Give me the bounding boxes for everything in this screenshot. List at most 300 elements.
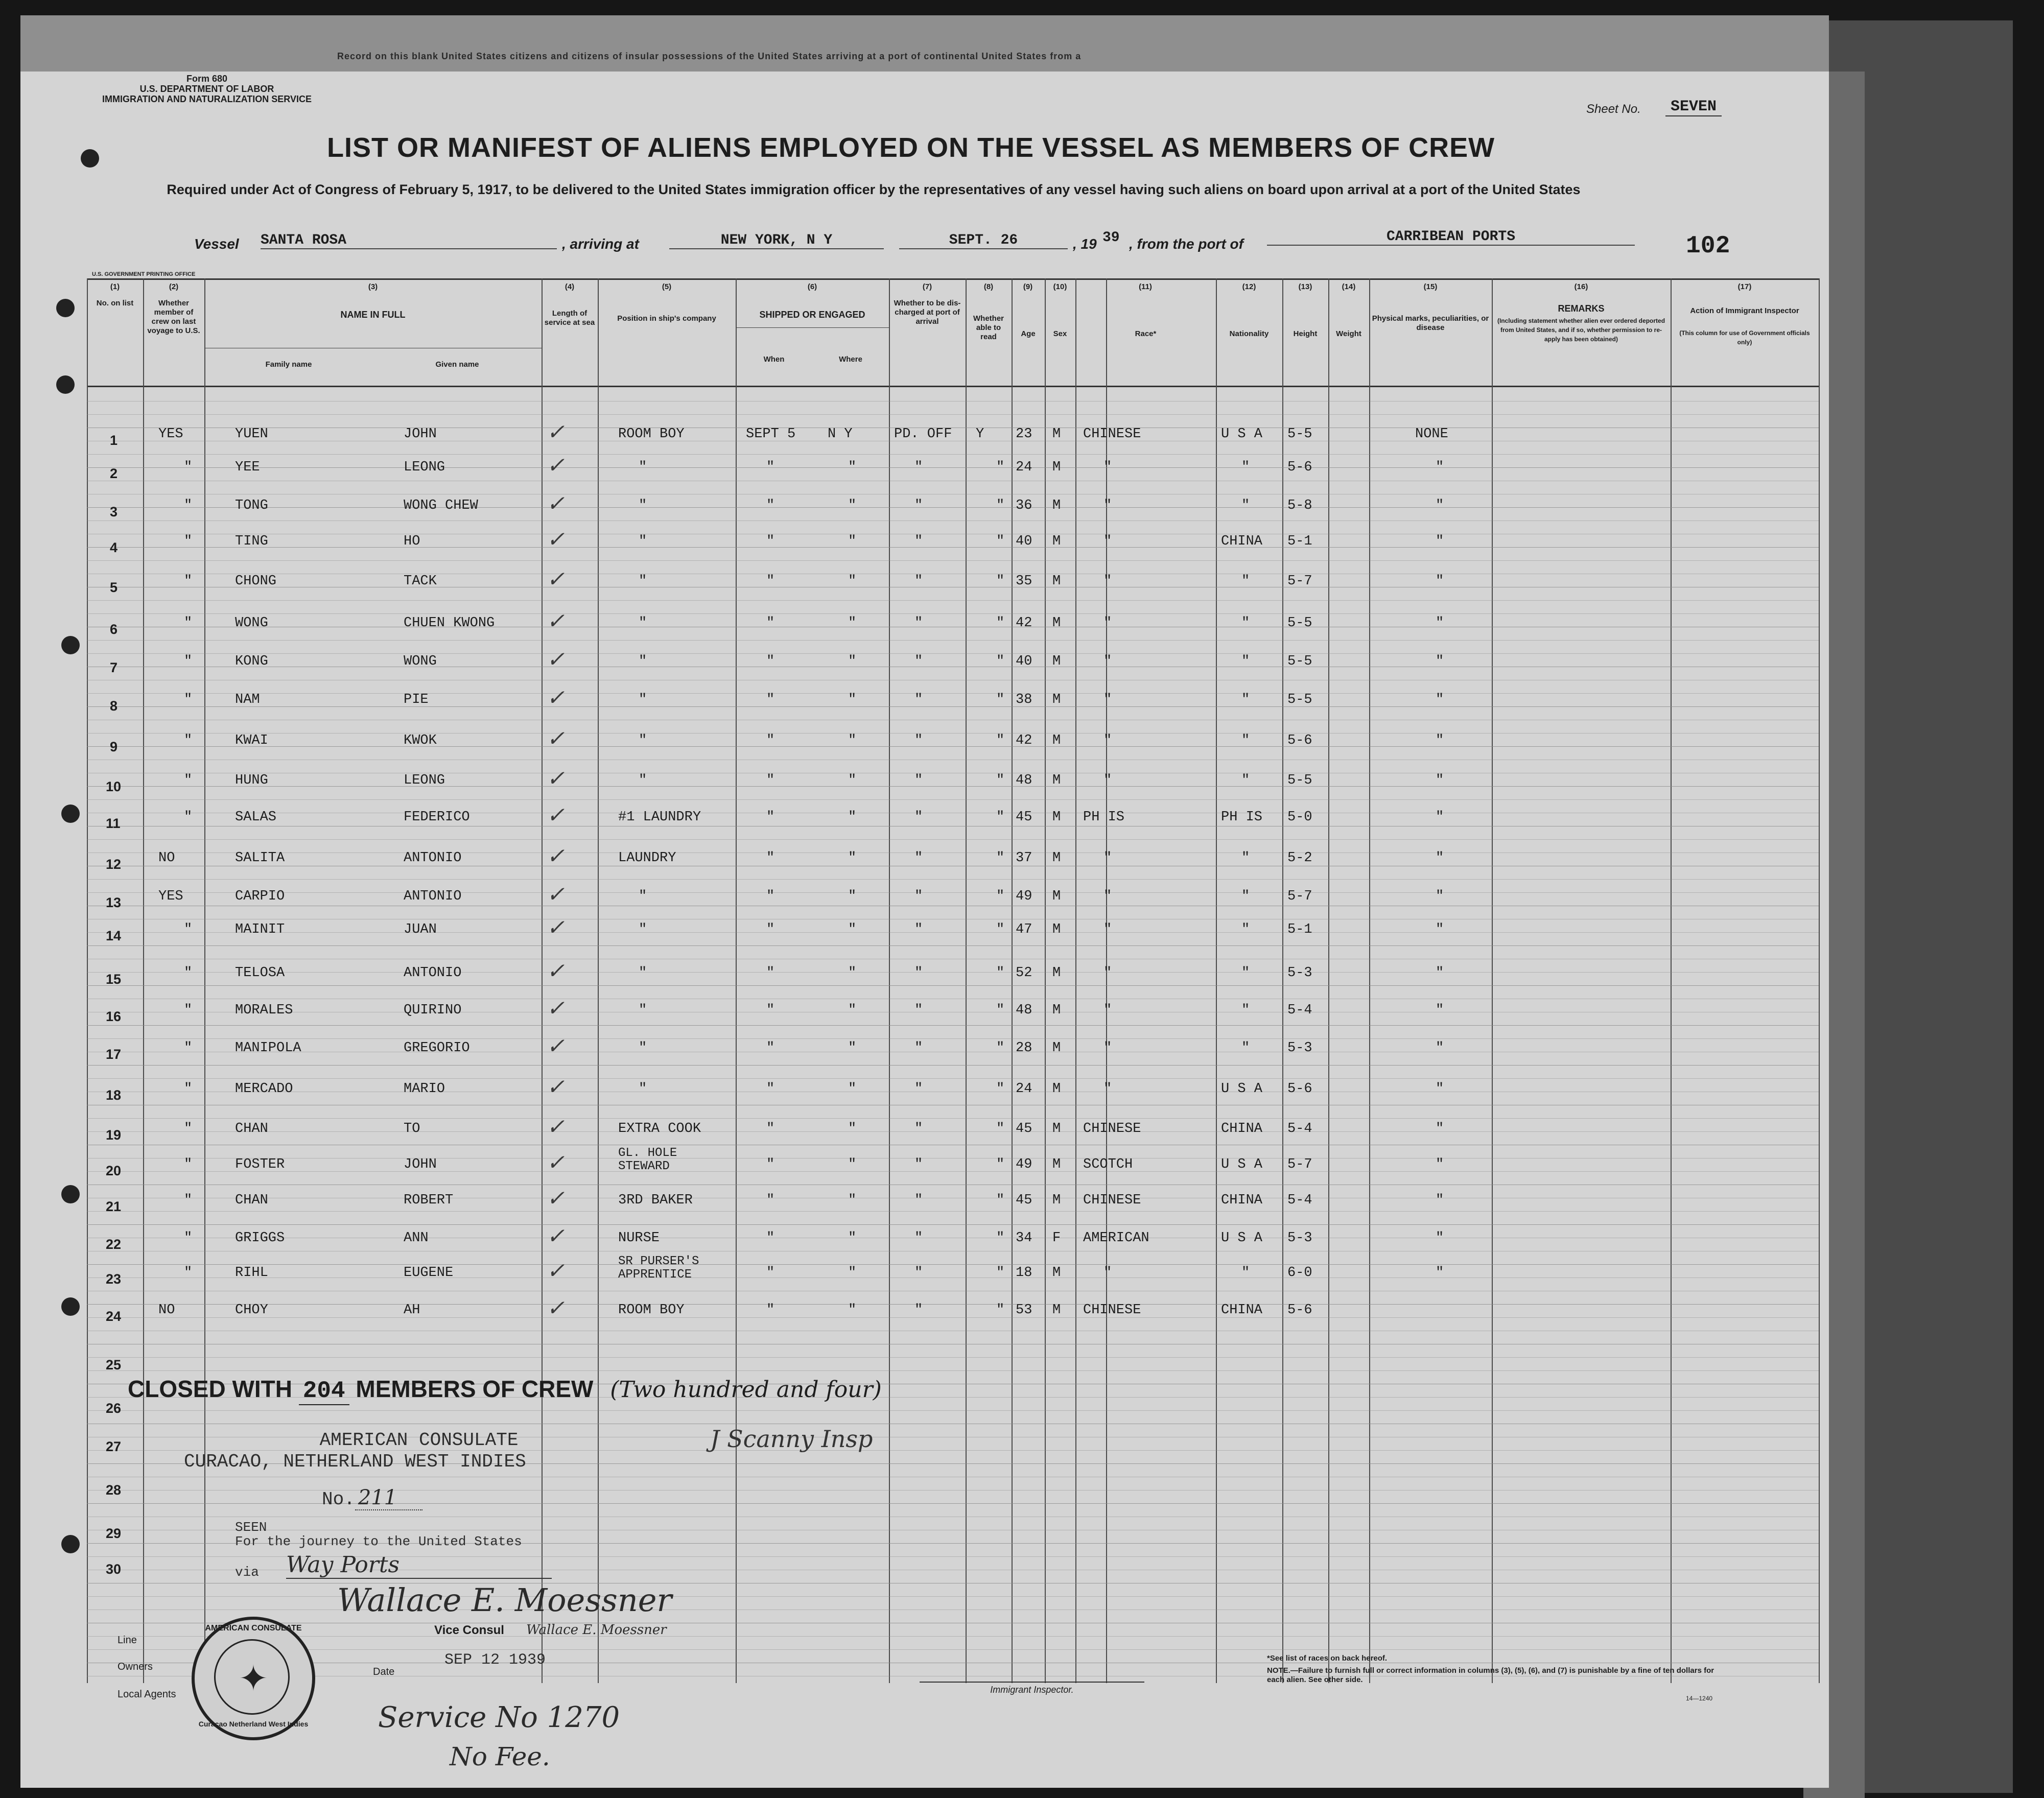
age-cell: 34: [1016, 1231, 1032, 1246]
position-cell: ": [639, 733, 647, 748]
when-cell: ": [766, 1040, 775, 1056]
header-member-prior: Whether member of crew on last voyage to U.S.: [147, 299, 200, 335]
given-name-cell: ANN: [404, 1231, 429, 1246]
read-cell: ": [996, 965, 1005, 981]
race-cell: ": [1103, 1265, 1112, 1281]
header-where: Where: [839, 355, 862, 364]
family-name-cell: KONG: [235, 654, 268, 669]
ledger-rule: [87, 547, 1819, 548]
from-port-label: , from the port of: [1129, 236, 1243, 252]
when-cell: ": [766, 850, 775, 866]
row-number: 21: [106, 1199, 122, 1214]
height-cell: 5-4: [1287, 1193, 1312, 1208]
ledger-rule: [87, 839, 1819, 840]
family-name-cell: WONG: [235, 616, 268, 631]
column-divider: [1216, 278, 1217, 1683]
row-number: 30: [106, 1562, 122, 1577]
where-cell: ": [848, 1193, 857, 1208]
sex-cell: M: [1052, 460, 1061, 475]
read-cell: ": [996, 1265, 1005, 1281]
height-cell: 5-5: [1287, 692, 1312, 707]
header-age: Age: [1021, 329, 1036, 338]
row-number: 20: [106, 1163, 122, 1178]
nationality-cell: ": [1241, 498, 1250, 513]
read-cell: ": [996, 1121, 1005, 1137]
sex-cell: M: [1052, 810, 1061, 825]
ledger-rule: [87, 1277, 1819, 1278]
sex-cell: F: [1052, 1231, 1061, 1246]
column-number: (12): [1242, 282, 1256, 291]
age-cell: 40: [1016, 534, 1032, 549]
read-cell: ": [996, 850, 1005, 866]
position-cell: ROOM BOY: [618, 1303, 685, 1318]
height-cell: 5-1: [1287, 922, 1312, 937]
where-cell: ": [848, 1081, 857, 1097]
height-cell: 5-7: [1287, 889, 1312, 904]
where-cell: ": [848, 654, 857, 669]
nationality-cell: U S A: [1221, 1157, 1263, 1172]
ledger-rule: [87, 1317, 1819, 1318]
given-name-cell: KWOK: [404, 733, 437, 748]
read-cell: ": [996, 692, 1005, 707]
position-cell: ": [639, 692, 647, 707]
read-cell: ": [996, 616, 1005, 631]
prior-cell: YES: [158, 889, 183, 904]
race-cell: ": [1103, 1081, 1112, 1097]
family-name-cell: GRIGGS: [235, 1231, 285, 1246]
position-cell: ": [639, 922, 647, 937]
discharged-cell: ": [914, 773, 923, 788]
column-number: (9): [1023, 282, 1033, 291]
column-number: (15): [1423, 282, 1438, 291]
read-cell: ": [996, 889, 1005, 904]
date-stamp: SEP 12 1939: [444, 1651, 546, 1669]
nationality-cell: ": [1241, 889, 1250, 904]
marks-cell: ": [1436, 460, 1444, 475]
read-cell: ": [996, 733, 1005, 748]
marks-cell: ": [1436, 850, 1444, 866]
family-name-cell: SALAS: [235, 810, 277, 825]
read-cell: ": [996, 574, 1005, 589]
ledger-rule: [87, 414, 1819, 415]
position-cell: NURSE: [618, 1231, 660, 1246]
row-number: 7: [110, 660, 118, 675]
check-mark-icon: ✓: [547, 726, 565, 750]
ledger-rule: [87, 733, 1819, 734]
column-number: (4): [565, 282, 575, 291]
sex-cell: M: [1052, 427, 1061, 442]
arrival-port: NEW YORK, N Y: [669, 232, 884, 249]
manifest-sheet: [20, 15, 1829, 1788]
family-name-cell: CHONG: [235, 574, 277, 589]
where-cell: ": [848, 889, 857, 904]
crew-count: 204: [299, 1378, 349, 1405]
prior-cell: NO: [158, 850, 175, 866]
sex-cell: M: [1052, 850, 1061, 866]
prior-cell: ": [184, 616, 193, 631]
where-cell: ": [848, 460, 857, 475]
marks-cell: ": [1436, 534, 1444, 549]
header-discharged: Whether to be dis-charged at port of arrival: [894, 299, 961, 326]
marks-cell: ": [1436, 733, 1444, 748]
given-name-cell: WONG: [404, 654, 437, 669]
row-number: 12: [106, 857, 122, 872]
footer-inspector-label: Immigrant Inspector.: [920, 1682, 1144, 1695]
height-cell: 5-0: [1287, 810, 1312, 825]
ledger-rule: [87, 560, 1819, 561]
nationality-cell: U S A: [1221, 1231, 1263, 1246]
row-number: 25: [106, 1357, 122, 1373]
header-shipped: SHIPPED OR ENGAGED: [759, 310, 865, 320]
ledger-rule: [87, 1211, 1819, 1212]
row-number: 3: [110, 504, 118, 519]
column-divider: [889, 278, 890, 1683]
marks-cell: ": [1436, 1265, 1444, 1281]
nationality-cell: ": [1241, 574, 1250, 589]
where-cell: ": [848, 733, 857, 748]
position-cell: ": [639, 965, 647, 981]
sex-cell: M: [1052, 574, 1061, 589]
age-cell: 24: [1016, 460, 1032, 475]
race-cell: CHINESE: [1083, 1193, 1141, 1208]
vice-consul-signature: Wallace E. Moessner: [337, 1581, 672, 1619]
age-cell: 49: [1016, 1157, 1032, 1172]
header-height: Height: [1293, 329, 1318, 338]
header-action: Action of Immigrant Inspector: [1690, 306, 1799, 315]
age-cell: 36: [1016, 498, 1032, 513]
from-port: CARRIBEAN PORTS: [1267, 229, 1635, 246]
check-mark-icon: ✓: [547, 567, 565, 591]
vice-consul-name: Wallace E. Moessner: [526, 1622, 667, 1638]
check-mark-icon: ✓: [547, 803, 565, 827]
ledger-rule: [87, 945, 1819, 946]
crew-table: [87, 271, 1819, 1683]
marks-cell: ": [1436, 1121, 1444, 1137]
discharged-cell: ": [914, 922, 923, 937]
position-cell: ": [639, 460, 647, 475]
races-note: *See list of races on back hereof.: [1267, 1654, 1388, 1663]
ledger-rule: [87, 1370, 1819, 1371]
prior-cell: ": [184, 534, 193, 549]
discharged-cell: ": [914, 1003, 923, 1018]
ledger-rule: [87, 1357, 1819, 1358]
read-cell: ": [996, 1081, 1005, 1097]
position-cell: ": [639, 1040, 647, 1056]
header-weight: Weight: [1336, 329, 1361, 338]
race-cell: ": [1103, 534, 1112, 549]
given-name-cell: ANTONIO: [404, 850, 462, 866]
nationality-cell: ": [1241, 922, 1250, 937]
service-number: Service No 1270: [378, 1701, 620, 1734]
given-name-cell: CHUEN KWONG: [404, 616, 495, 631]
given-name-cell: MARIO: [404, 1081, 445, 1097]
row-number: 28: [106, 1482, 122, 1498]
ledger-rule: [87, 1078, 1819, 1079]
column-number: (13): [1298, 282, 1312, 291]
eagle-icon: ✦: [238, 1659, 269, 1698]
position-cell: LAUNDRY: [618, 850, 676, 866]
read-cell: ": [996, 1193, 1005, 1208]
prior-cell: ": [184, 733, 193, 748]
check-mark-icon: ✓: [547, 1150, 565, 1174]
closing-statement: [128, 1375, 882, 1404]
consulate-number-value: 211: [355, 1486, 422, 1510]
discharged-cell: ": [914, 1157, 923, 1172]
nationality-cell: U S A: [1221, 427, 1263, 442]
position-cell: GL. HOLE STEWARD: [618, 1146, 677, 1173]
seal-top-text: AMERICAN CONSULATE: [205, 1624, 302, 1633]
read-cell: ": [996, 922, 1005, 937]
when-cell: ": [766, 574, 775, 589]
sex-cell: M: [1052, 534, 1061, 549]
marks-cell: ": [1436, 654, 1444, 669]
sex-cell: M: [1052, 733, 1061, 748]
given-name-cell: AH: [404, 1303, 420, 1318]
row-number: 6: [110, 622, 118, 637]
where-cell: ": [848, 1265, 857, 1281]
when-cell: ": [766, 1003, 775, 1018]
check-mark-icon: ✓: [547, 609, 565, 633]
marks-cell: ": [1436, 692, 1444, 707]
race-cell: ": [1103, 733, 1112, 748]
race-cell: ": [1103, 773, 1112, 788]
position-cell: ": [639, 574, 647, 589]
check-mark-icon: ✓: [547, 882, 565, 906]
race-cell: SCOTCH: [1083, 1157, 1133, 1172]
age-cell: 52: [1016, 965, 1032, 981]
column-divider: [736, 278, 737, 1683]
race-cell: ": [1103, 616, 1112, 631]
when-cell: ": [766, 498, 775, 513]
discharged-cell: ": [914, 498, 923, 513]
read-cell: ": [996, 460, 1005, 475]
column-number: (11): [1139, 282, 1152, 291]
ledger-rule: [87, 932, 1819, 933]
when-cell: ": [766, 1265, 775, 1281]
given-name-cell: TO: [404, 1121, 420, 1137]
given-name-cell: PIE: [404, 692, 429, 707]
nationality-cell: ": [1241, 460, 1250, 475]
sex-cell: M: [1052, 616, 1061, 631]
ledger-rule: [87, 985, 1819, 986]
check-mark-icon: ✓: [547, 1186, 565, 1210]
race-cell: ": [1103, 922, 1112, 937]
ledger-rule: [87, 1264, 1819, 1265]
consulate-line-1: AMERICAN CONSULATE: [319, 1430, 519, 1451]
when-cell: ": [766, 1193, 775, 1208]
check-mark-icon: ✓: [547, 527, 565, 551]
ledger-rule: [87, 1224, 1819, 1225]
column-divider: [204, 278, 205, 1683]
sex-cell: M: [1052, 1157, 1061, 1172]
shipped-subheader-rule: [736, 327, 889, 328]
row-number: 27: [106, 1439, 122, 1454]
row-number: 17: [106, 1047, 122, 1062]
age-cell: 42: [1016, 733, 1032, 748]
ledger-rule: [87, 1038, 1819, 1039]
sex-cell: M: [1052, 889, 1061, 904]
inspector-signature: J Scanny Insp: [710, 1425, 873, 1453]
check-mark-icon: ✓: [547, 1296, 565, 1320]
column-divider: [143, 278, 144, 1683]
form-service-line: IMMIGRATION AND NATURALIZATION SERVICE: [102, 94, 312, 104]
check-mark-icon: ✓: [547, 1075, 565, 1099]
column-number: (7): [922, 282, 932, 291]
top-margin-band: [20, 15, 1829, 72]
family-name-cell: TONG: [235, 498, 268, 513]
when-cell: ": [766, 1303, 775, 1318]
race-cell: ": [1103, 889, 1112, 904]
crew-count-words: (Two hundred and four): [610, 1377, 882, 1403]
column-divider: [542, 278, 543, 1683]
ledger-rule: [87, 1636, 1819, 1637]
given-name-cell: LEONG: [404, 460, 445, 475]
page-title: LIST OR MANIFEST OF ALIENS EMPLOYED ON THE VESSEL AS MEMBERS OF CREW: [327, 132, 1495, 163]
position-cell: 3RD BAKER: [618, 1193, 693, 1208]
row-number: 11: [106, 816, 121, 831]
where-cell: ": [848, 692, 857, 707]
position-cell: ": [639, 654, 647, 669]
marks-cell: ": [1436, 1081, 1444, 1097]
discharged-cell: ": [914, 534, 923, 549]
prior-cell: ": [184, 773, 193, 788]
when-cell: ": [766, 965, 775, 981]
discharged-cell: ": [914, 1121, 923, 1137]
race-cell: CHINESE: [1083, 1303, 1141, 1318]
family-name-cell: YEE: [235, 460, 260, 475]
where-cell: ": [848, 922, 857, 937]
row-number: 9: [110, 739, 118, 754]
age-cell: 48: [1016, 773, 1032, 788]
marks-cell: ": [1436, 965, 1444, 981]
row-number: 26: [106, 1401, 122, 1416]
sex-cell: M: [1052, 1081, 1061, 1097]
ledger-rule: [87, 467, 1819, 468]
column-divider: [1106, 278, 1107, 1683]
consulate-line-2: CURACAO, NETHERLAND WEST INDIES: [184, 1451, 526, 1472]
discharged-cell: ": [914, 889, 923, 904]
nationality-cell: ": [1241, 616, 1250, 631]
discharged-cell: ": [914, 1040, 923, 1056]
check-mark-icon: ✓: [547, 685, 565, 709]
members-label: MEMBERS OF CREW: [356, 1376, 594, 1402]
where-cell: ": [848, 1003, 857, 1018]
punch-hole: [61, 1535, 80, 1553]
row-number: 23: [106, 1271, 122, 1287]
arrival-date: SEPT. 26: [899, 232, 1068, 249]
check-mark-icon: ✓: [547, 1259, 565, 1283]
discharged-cell: ": [914, 1303, 923, 1318]
race-cell: AMERICAN: [1083, 1231, 1149, 1246]
when-cell: ": [766, 773, 775, 788]
prior-cell: ": [184, 574, 193, 589]
row-number: 13: [106, 895, 122, 910]
ledger-rule: [87, 1118, 1819, 1119]
height-cell: 5-8: [1287, 498, 1312, 513]
discharged-cell: ": [914, 574, 923, 589]
page-subtitle: Required under Act of Congress of February 5, 1917, to be delivered to the United States immigration officer by the representatives of any vessel having such aliens on board upon arrival at a port of the United States: [167, 182, 1581, 197]
check-mark-icon: ✓: [547, 453, 565, 477]
height-cell: 5-7: [1287, 574, 1312, 589]
position-cell: ROOM BOY: [618, 427, 685, 442]
column-divider: [1012, 278, 1013, 1683]
where-cell: ": [848, 1231, 857, 1246]
column-divider: [1819, 278, 1820, 1683]
given-name-cell: JUAN: [404, 922, 437, 937]
when-cell: ": [766, 616, 775, 631]
prior-cell: ": [184, 1121, 193, 1137]
sex-cell: M: [1052, 654, 1061, 669]
where-cell: ": [848, 850, 857, 866]
position-cell: ": [639, 1081, 647, 1097]
height-cell: 5-6: [1287, 1081, 1312, 1097]
ledger-rule: [87, 799, 1819, 800]
position-cell: ": [639, 498, 647, 513]
race-cell: ": [1103, 1003, 1112, 1018]
height-cell: 5-6: [1287, 733, 1312, 748]
height-cell: 5-7: [1287, 1157, 1312, 1172]
arriving-label: , arriving at: [562, 236, 639, 252]
age-cell: 23: [1016, 427, 1032, 442]
family-name-cell: MERCADO: [235, 1081, 293, 1097]
read-cell: ": [996, 1157, 1005, 1172]
column-number: (3): [368, 282, 378, 291]
sex-cell: M: [1052, 1040, 1061, 1056]
family-name-cell: CARPIO: [235, 889, 285, 904]
family-name-cell: MAINIT: [235, 922, 285, 937]
age-cell: 47: [1016, 922, 1032, 937]
ledger-rule: [87, 879, 1819, 880]
column-number: (6): [807, 282, 817, 291]
nationality-cell: CHINA: [1221, 534, 1263, 549]
race-cell: CHINESE: [1083, 427, 1141, 442]
check-mark-icon: ✓: [547, 844, 565, 868]
column-divider: [1045, 278, 1046, 1683]
position-cell: ": [639, 889, 647, 904]
race-cell: ": [1103, 1040, 1112, 1056]
form-code: 14—1240: [1686, 1695, 1713, 1702]
when-cell: ": [766, 922, 775, 937]
when-cell: ": [766, 692, 775, 707]
ledger-rule: [87, 1649, 1819, 1650]
age-cell: 37: [1016, 850, 1032, 866]
age-cell: 18: [1016, 1265, 1032, 1281]
header-action-note: (This column for use of Government officials only): [1679, 329, 1810, 346]
nationality-cell: ": [1241, 773, 1250, 788]
age-cell: 45: [1016, 810, 1032, 825]
read-cell: ": [996, 654, 1005, 669]
footer-owners-label: Owners: [118, 1661, 153, 1672]
discharged-cell: ": [914, 733, 923, 748]
column-divider: [87, 278, 88, 1683]
column-divider: [966, 278, 967, 1683]
when-cell: ": [766, 534, 775, 549]
prior-cell: ": [184, 1157, 193, 1172]
year-prefix: , 19: [1073, 236, 1097, 252]
height-cell: 5-3: [1287, 965, 1312, 981]
ledger-rule: [87, 454, 1819, 455]
discharged-cell: ": [914, 1231, 923, 1246]
nationality-cell: ": [1241, 733, 1250, 748]
check-mark-icon: ✓: [547, 959, 565, 983]
race-cell: ": [1103, 850, 1112, 866]
when-cell: ": [766, 889, 775, 904]
prior-cell: ": [184, 1231, 193, 1246]
ledger-rule: [87, 613, 1819, 614]
sheet-number-value: SEVEN: [1665, 98, 1722, 116]
column-number: (1): [110, 282, 120, 291]
height-cell: 5-1: [1287, 534, 1312, 549]
